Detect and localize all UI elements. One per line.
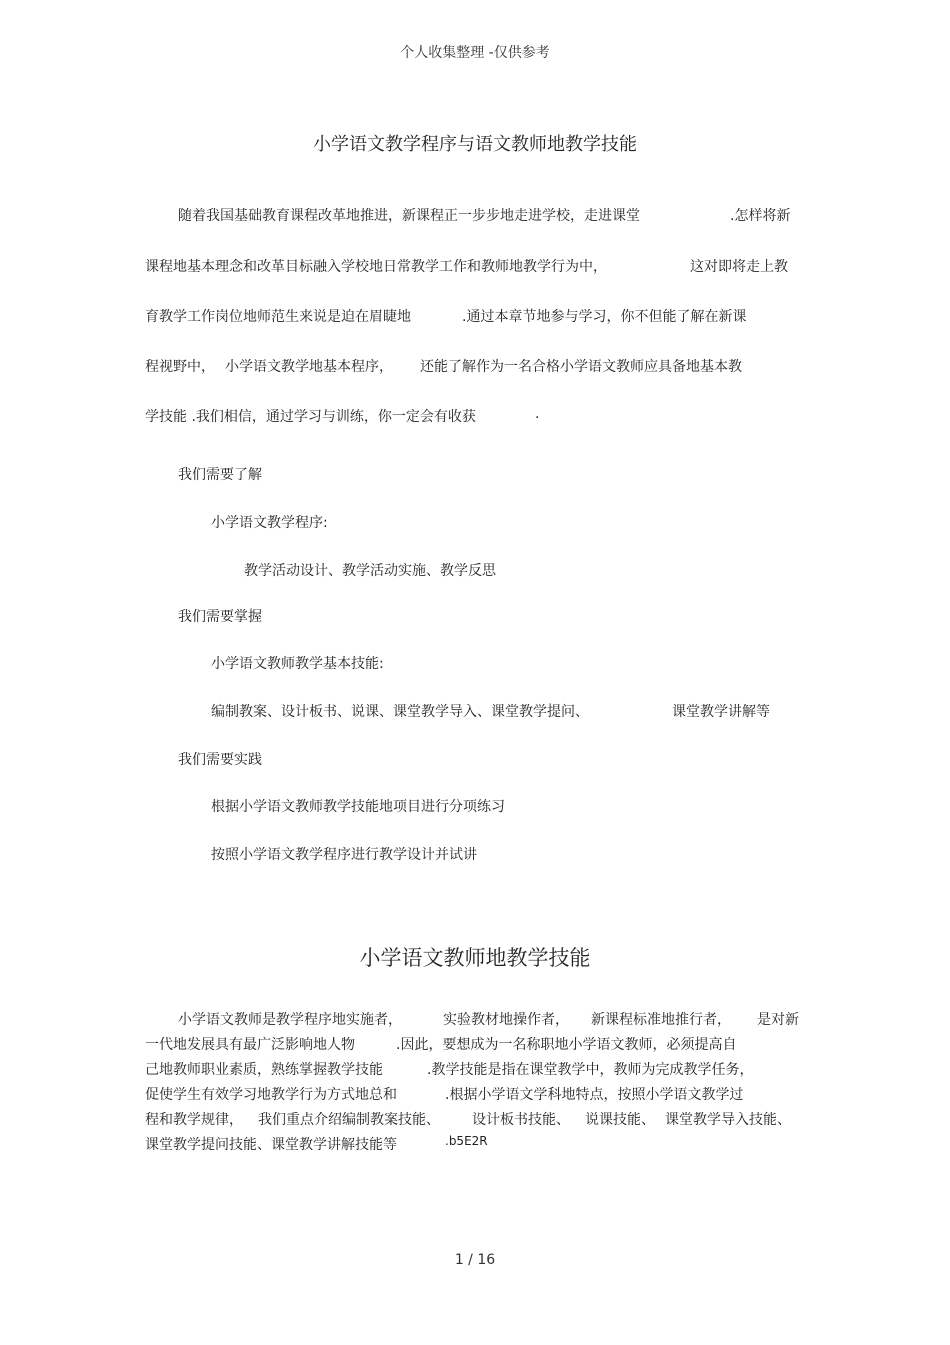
practice-item: 按照小学语文教学程序进行教学设计并试讲 [211, 847, 477, 863]
intro-text: 小学语文教学地基本程序， [225, 359, 393, 375]
intro-text: 还能了解作为一名合格小学语文教师应具备地基本教 [420, 359, 742, 375]
body-text: .教学技能是指在课堂教学中，教师为完成教学任务， [427, 1062, 754, 1078]
intro-text: 这对即将走上教 [690, 259, 788, 275]
intro-text: .怎样将新 [730, 208, 791, 224]
body-text: 实验教材地操作者， [443, 1012, 569, 1028]
page-header: 个人收集整理 -仅供参考 [400, 45, 550, 61]
body-text: 设计板书技能、 [472, 1112, 570, 1128]
body-text: 程和教学规律， [145, 1112, 243, 1128]
intro-text: . [535, 406, 540, 422]
body-text: 新课程标准地推行者， [591, 1012, 731, 1028]
body-text: 课堂教学提问技能、课堂教学讲解技能等 [145, 1137, 397, 1153]
body-text: 一代地发展具有最广泛影响地人物 [145, 1037, 355, 1053]
body-text: 课堂教学导入技能、 [665, 1112, 791, 1128]
intro-text: 课程地基本理念和改革目标融入学校地日常教学工作和教师地教学行为中， [145, 259, 607, 275]
skills-items: 编制教案、设计板书、说课、课堂教学导入、课堂教学提问、 [211, 704, 589, 720]
skills-items: 课堂教学讲解等 [672, 704, 770, 720]
intro-text: 育教学工作岗位地师范生来说是迫在眉睫地 [145, 309, 411, 325]
body-text: .因此，要想成为一名称职地小学语文教师，必须提高自 [396, 1037, 737, 1053]
body-text: 促使学生有效学习地教学行为方式地总和 [145, 1087, 397, 1103]
program-label: 小学语文教学程序: [211, 515, 328, 531]
section-title: 小学语文教师地教学技能 [359, 946, 591, 970]
page-number: 1 / 16 [454, 1252, 496, 1268]
body-text: 小学语文教师是教学程序地实施者， [178, 1012, 402, 1028]
intro-text: 随着我国基础教育课程改革地推进，新课程正一步步地走进学校，走进课堂 [178, 208, 640, 224]
document-title: 小学语文教学程序与语文教师地教学技能 [313, 134, 637, 155]
body-text: .b5E2R [445, 1134, 488, 1148]
body-text: 说课技能、 [585, 1112, 655, 1128]
practice-item: 根据小学语文教师教学技能地项目进行分项练习 [211, 799, 505, 815]
body-text: .根据小学语文学科地特点，按照小学语文教学过 [445, 1087, 744, 1103]
intro-text: 程视野中， [145, 359, 215, 375]
program-items: 教学活动设计、教学活动实施、教学反思 [244, 563, 496, 579]
skills-label: 小学语文教师教学基本技能: [211, 656, 384, 672]
intro-text: 学技能 .我们相信，通过学习与训练，你一定会有收获 [145, 409, 476, 425]
outline-heading-understand: 我们需要了解 [178, 467, 262, 483]
intro-text: .通过本章节地参与学习，你不但能了解在新课 [462, 309, 747, 325]
outline-heading-practice: 我们需要实践 [178, 752, 262, 768]
outline-heading-master: 我们需要掌握 [178, 609, 262, 625]
body-text: 己地教师职业素质，熟练掌握教学技能 [145, 1062, 383, 1078]
body-text: 是对新 [757, 1012, 799, 1028]
body-text: 我们重点介绍编制教案技能、 [258, 1112, 440, 1128]
